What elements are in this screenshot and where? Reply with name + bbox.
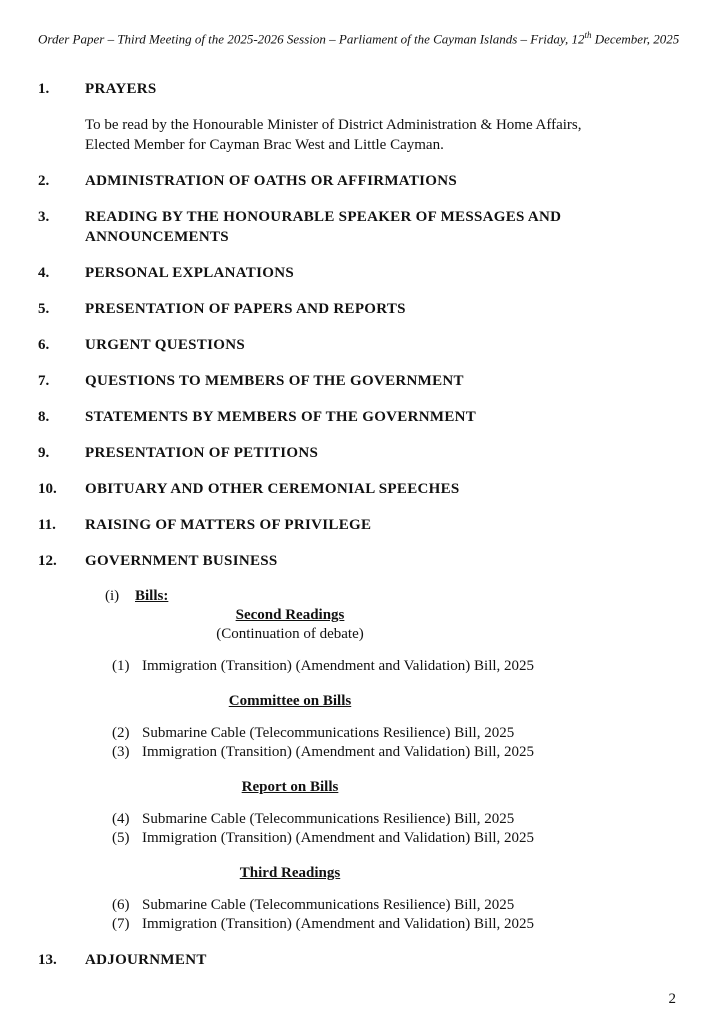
bill-row xyxy=(112,724,672,743)
header-text-prefix: Order Paper – Third Meeting of the 2025-2026 Session – Parliament of the Cayman Islands – Friday, 12 xyxy=(38,31,585,47)
bill-number: (6) xyxy=(112,897,130,914)
bill-number: (1) xyxy=(112,658,130,675)
agenda-item xyxy=(38,79,672,155)
agenda-item xyxy=(38,335,672,355)
agenda-item xyxy=(38,515,672,535)
item-number: 1. xyxy=(38,81,50,98)
bill-group xyxy=(85,896,672,934)
bill-number: (2) xyxy=(112,725,130,742)
section-heading-second-readings: Second Readings xyxy=(235,607,345,624)
document-header xyxy=(38,30,680,47)
item-number: 6. xyxy=(38,337,50,354)
item-number: 9. xyxy=(38,445,50,462)
agenda-item xyxy=(38,950,672,970)
item-title: PRESENTATION OF PAPERS AND REPORTS xyxy=(85,301,406,318)
section-heading-third-readings: Third Readings xyxy=(239,865,341,882)
agenda-item xyxy=(38,171,672,191)
section-heading-committee-on-bills: Committee on Bills xyxy=(228,693,352,710)
agenda-item xyxy=(38,479,672,499)
bill-number: (5) xyxy=(112,830,130,847)
item-title: PRAYERS xyxy=(85,81,157,98)
bill-name: Submarine Cable (Telecommunications Resilience) Bill, 2025 xyxy=(142,897,515,914)
agenda-item xyxy=(38,551,672,571)
bill-name: Immigration (Transition) (Amendment and Validation) Bill, 2025 xyxy=(142,830,535,847)
bill-group xyxy=(85,724,672,762)
bill-group xyxy=(85,810,672,848)
item-number: 2. xyxy=(38,173,50,190)
item-body: To be read by the Honourable Minister of District Administration & Home Affairs, Elected Member for Cayman Brac West and Little Cayman. xyxy=(85,117,582,154)
item-title: PRESENTATION OF PETITIONS xyxy=(85,445,319,462)
bill-number: (7) xyxy=(112,916,130,933)
item-number: 8. xyxy=(38,409,50,426)
agenda-item xyxy=(38,207,672,247)
item-number: 3. xyxy=(38,209,50,226)
bills-roman-numeral: (i) xyxy=(105,588,120,605)
section-heading-report-on-bills: Report on Bills xyxy=(241,779,339,796)
page-number: 2 xyxy=(668,991,676,1007)
item-title: QUESTIONS TO MEMBERS OF THE GOVERNMENT xyxy=(85,373,464,390)
bill-row xyxy=(112,743,672,762)
bills-label-row xyxy=(105,587,672,606)
bill-number: (4) xyxy=(112,811,130,828)
item-title: STATEMENTS BY MEMBERS OF THE GOVERNMENT xyxy=(85,409,477,426)
bill-number: (3) xyxy=(112,744,130,761)
header-ordinal-suffix: th xyxy=(584,30,592,40)
item-title: URGENT QUESTIONS xyxy=(85,337,245,354)
item-number: 13. xyxy=(38,952,57,969)
bill-row xyxy=(112,829,672,848)
bill-row xyxy=(112,896,672,915)
bill-row xyxy=(112,657,672,676)
item-title: ADMINISTRATION OF OATHS OR AFFIRMATIONS xyxy=(85,173,458,190)
item-number: 12. xyxy=(38,553,57,570)
agenda-item xyxy=(38,299,672,319)
item-number: 11. xyxy=(38,517,56,534)
bill-name: Immigration (Transition) (Amendment and Validation) Bill, 2025 xyxy=(142,658,535,675)
bill-group xyxy=(85,657,672,676)
agenda-item xyxy=(38,371,672,391)
agenda-item xyxy=(38,443,672,463)
bills-label: Bills: xyxy=(135,588,169,605)
item-title: ADJOURNMENT xyxy=(85,952,207,969)
section-note: (Continuation of debate) xyxy=(216,626,364,643)
item-title: GOVERNMENT BUSINESS xyxy=(85,553,278,570)
bill-row xyxy=(112,915,672,934)
bill-name: Immigration (Transition) (Amendment and Validation) Bill, 2025 xyxy=(142,744,535,761)
item-title: RAISING OF MATTERS OF PRIVILEGE xyxy=(85,517,372,534)
item-number: 10. xyxy=(38,481,57,498)
agenda-item xyxy=(38,263,672,283)
item-title: OBITUARY AND OTHER CEREMONIAL SPEECHES xyxy=(85,481,460,498)
item-title: READING BY THE HONOURABLE SPEAKER OF MESSAGES AND ANNOUNCEMENTS xyxy=(85,209,562,246)
agenda-item xyxy=(38,407,672,427)
bill-name: Submarine Cable (Telecommunications Resilience) Bill, 2025 xyxy=(142,811,515,828)
item-number: 5. xyxy=(38,301,50,318)
government-business-section xyxy=(85,587,672,934)
bill-row xyxy=(112,810,672,829)
header-text-suffix: December, 2025 xyxy=(591,31,680,47)
bill-name: Immigration (Transition) (Amendment and Validation) Bill, 2025 xyxy=(142,916,535,933)
bill-name: Submarine Cable (Telecommunications Resilience) Bill, 2025 xyxy=(142,725,515,742)
item-number: 7. xyxy=(38,373,50,390)
item-number: 4. xyxy=(38,265,50,282)
item-title: PERSONAL EXPLANATIONS xyxy=(85,265,294,282)
